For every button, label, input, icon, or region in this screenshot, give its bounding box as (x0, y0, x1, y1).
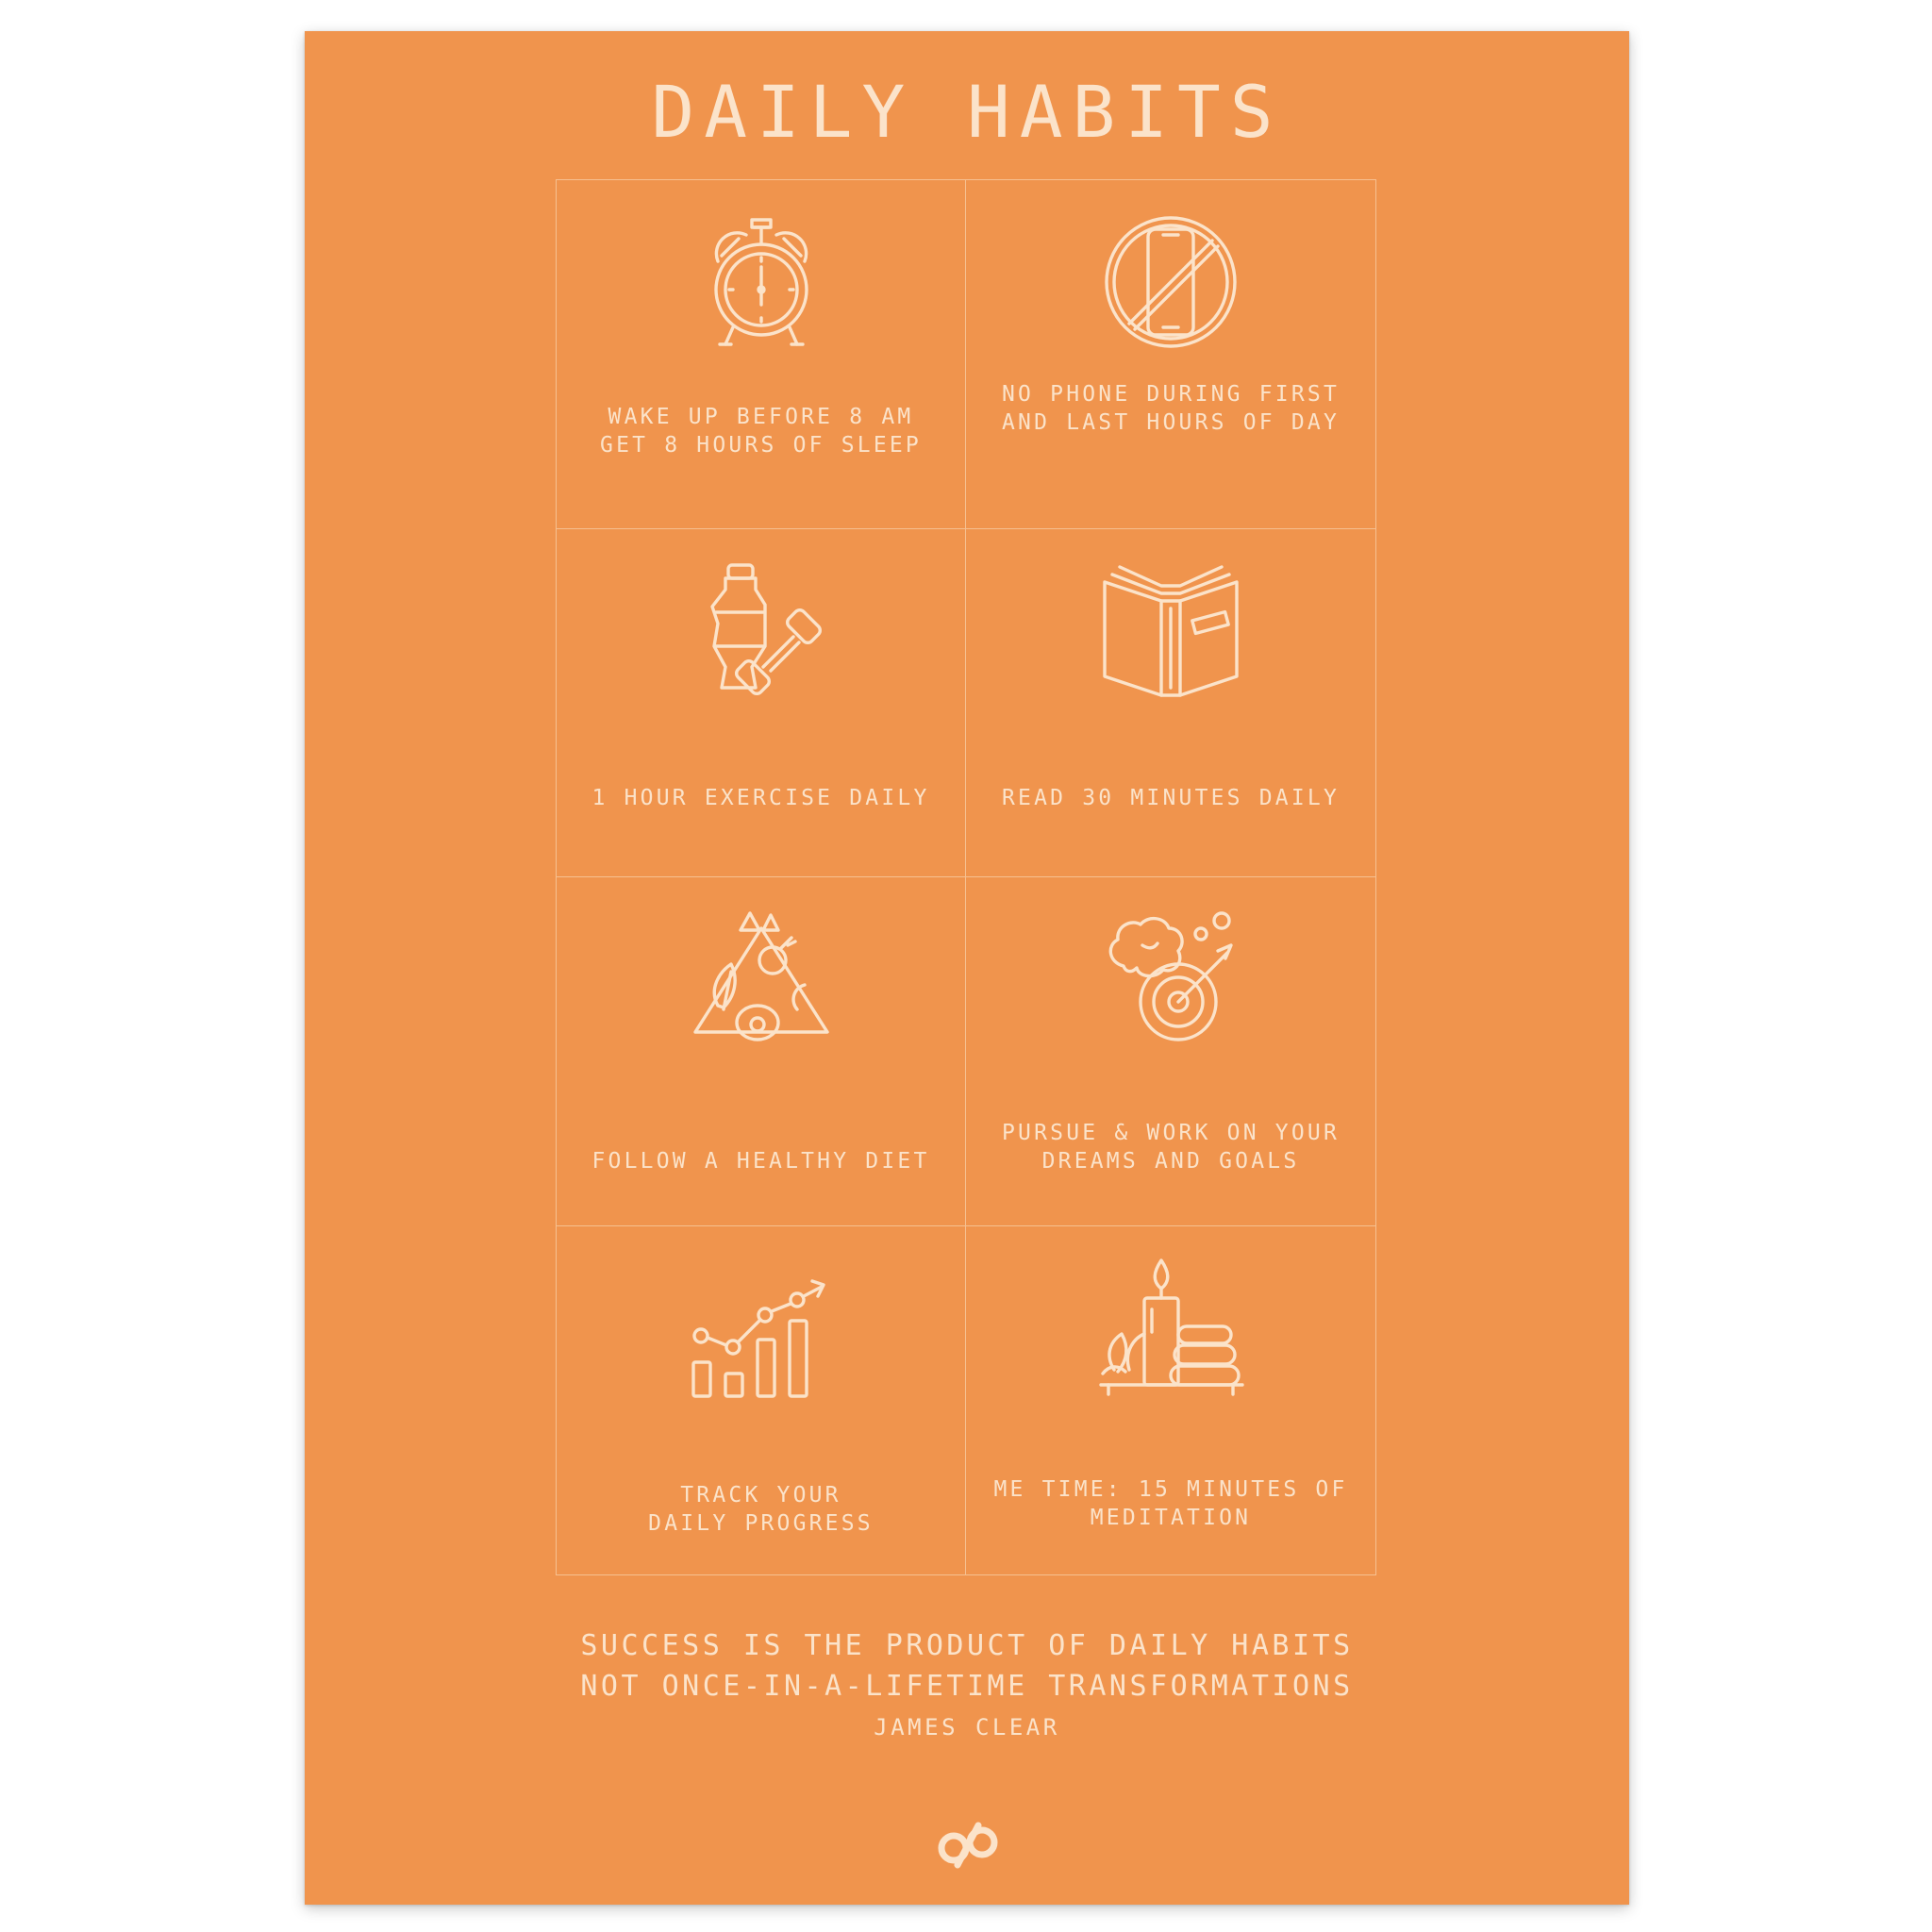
habit-label-progress: TRACK YOUR DAILY PROGRESS (648, 1482, 874, 1536)
habit-cell-goals (966, 877, 1375, 1226)
habit-label-goals: PURSUE & WORK ON YOUR DREAMS AND GOALS (1002, 1121, 1340, 1174)
habits-poster (305, 31, 1629, 1905)
habit-cell-diet (557, 877, 966, 1226)
habit-cell-progress (557, 1226, 966, 1575)
habit-label-diet: FOLLOW A HEALTHY DIET (591, 1149, 930, 1174)
habits-grid (556, 179, 1376, 1575)
habit-label-meditation: ME TIME: 15 MINUTES OF MEDITATION (993, 1476, 1348, 1530)
habit-label-exercise: 1 HOUR EXERCISE DAILY (591, 785, 930, 810)
habit-cell-exercise (557, 529, 966, 878)
habit-label-wake-up: WAKE UP BEFORE 8 AM GET 8 HOURS OF SLEEP (600, 405, 922, 458)
alarm-clock-icon (686, 207, 837, 358)
brain-target-icon (1095, 904, 1246, 1055)
no-phone-icon (1095, 207, 1246, 358)
brand-logo-icon (935, 1822, 1001, 1869)
quote-author: JAMES CLEAR (874, 1714, 1060, 1740)
habit-cell-meditation (966, 1226, 1375, 1575)
healthy-food-pyramid-icon (686, 904, 837, 1055)
water-bottle-dumbbell-icon (686, 556, 837, 707)
candle-spa-stones-icon (1095, 1253, 1246, 1404)
habit-cell-no-phone (966, 180, 1375, 529)
open-book-icon (1095, 556, 1246, 707)
habit-label-no-phone: NO PHONE DURING FIRST AND LAST HOURS OF DAY (1002, 382, 1340, 435)
progress-chart-icon (686, 1253, 837, 1404)
quote-line-1: SUCCESS IS THE PRODUCT OF DAILY HABITS (580, 1629, 1354, 1662)
poster-title: DAILY HABITS (651, 70, 1283, 154)
habit-cell-read (966, 529, 1375, 878)
quote-line-2: NOT ONCE-IN-A-LIFETIME TRANSFORMATIONS (580, 1670, 1354, 1703)
habit-cell-wake-up (557, 180, 966, 529)
habit-label-read: READ 30 MINUTES DAILY (1002, 785, 1340, 810)
